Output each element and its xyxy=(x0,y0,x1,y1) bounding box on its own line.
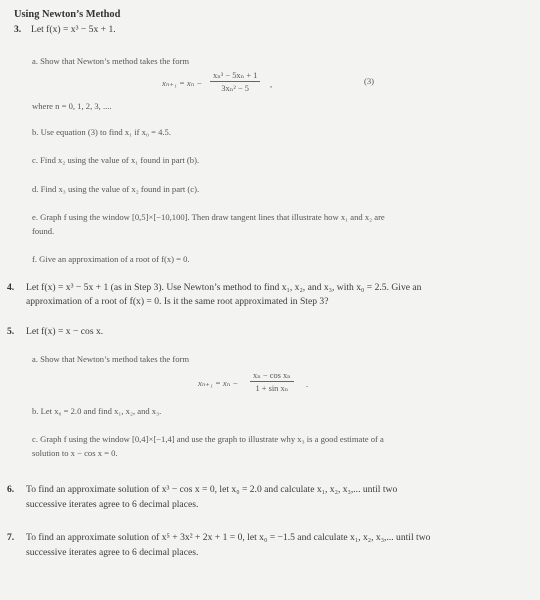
problem-3a-comma: , xyxy=(270,79,273,89)
problem-5a-eq-lhs: xₙ₊₁ = xₙ − xyxy=(198,378,239,388)
problem-4-number: 4. xyxy=(7,282,15,293)
problem-5a-denominator: 1 + sin xₙ xyxy=(255,384,289,393)
problem-3-number: 3. xyxy=(14,24,22,35)
problem-3d-text: d. Find x₃ using the value of x₂ found in part (c). xyxy=(32,184,200,194)
problem-3f-text: f. Give an approximation of a root of f(x) = 0. xyxy=(32,254,190,264)
problem-3a-where: where n = 0, 1, 2, 3, .... xyxy=(32,101,112,111)
problem-7-line2: successive iterates agree to 6 decimal places. xyxy=(26,547,199,558)
problem-5-statement: Let f(x) = x − cos x. xyxy=(26,326,104,337)
problem-3a-denominator: 3xₙ² − 5 xyxy=(221,84,249,93)
problem-6-line1: To find an approximate solution of x³ − cos x = 0, let x₀ = 2.0 and calculate x₁, x₂, x₃,... until two xyxy=(26,484,398,495)
problem-5a-fraction xyxy=(250,370,294,393)
problem-6-number: 6. xyxy=(7,484,15,495)
problem-7-line1: To find an approximate solution of x⁵ + 3x² + 2x + 1 = 0, let x₀ = −1.5 and calculate x₁, x₂, x₃,... until two xyxy=(26,532,431,543)
problem-6-line2: successive iterates agree to 6 decimal places. xyxy=(26,499,199,510)
problem-3b-text: b. Use equation (3) to find x₁ if x₀ = 4.5. xyxy=(32,127,172,137)
problem-3a-numerator: xₙ³ − 5xₙ + 1 xyxy=(210,70,260,82)
problem-5a-numerator: xₙ − cos xₙ xyxy=(250,370,294,382)
problem-7-number: 7. xyxy=(7,532,15,543)
problem-5-number: 5. xyxy=(7,326,15,337)
problem-5b-text: b. Let x₀ = 2.0 and find x₁, x₂, and x₃. xyxy=(32,406,162,416)
problem-5a-period: . xyxy=(306,379,309,389)
problem-5c-line2: solution to x − cos x = 0. xyxy=(32,448,118,458)
problem-3a-eq-lhs: xₙ₊₁ = xₙ − xyxy=(162,78,203,88)
problem-3e-text-line1: e. Graph f using the window [0,5]×[−10,100]. Then draw tangent lines that illustrate how x₁ and x₂ are xyxy=(32,212,385,222)
problem-3c-text: c. Find x₂ using the value of x₁ found in part (b). xyxy=(32,155,200,165)
problem-5c-line1: c. Graph f using the window [0,4]×[−1,4] and use the graph to illustrate why x₃ is a good estimate of a xyxy=(32,434,384,444)
problem-3a-fraction xyxy=(210,70,260,93)
problem-4-line1: Let f(x) = x³ − 5x + 1 (as in Step 3). Use Newton’s method to find x₁, x₂, and x₃, with x₀ = 2.5. Give an xyxy=(26,282,422,293)
problem-3a-text: a. Show that Newton’s method takes the form xyxy=(32,56,190,66)
problem-5a-text: a. Show that Newton’s method takes the form xyxy=(32,354,190,364)
equation-number: (3) xyxy=(364,76,375,86)
problem-4-line2: approximation of a root of f(x) = 0. Is it the same root approximated in Step 3? xyxy=(26,296,329,307)
problem-3e-text-line2: found. xyxy=(32,226,55,236)
problem-3-statement: Let f(x) = x³ − 5x + 1. xyxy=(31,24,116,35)
section-title: Using Newton’s Method xyxy=(14,9,121,20)
